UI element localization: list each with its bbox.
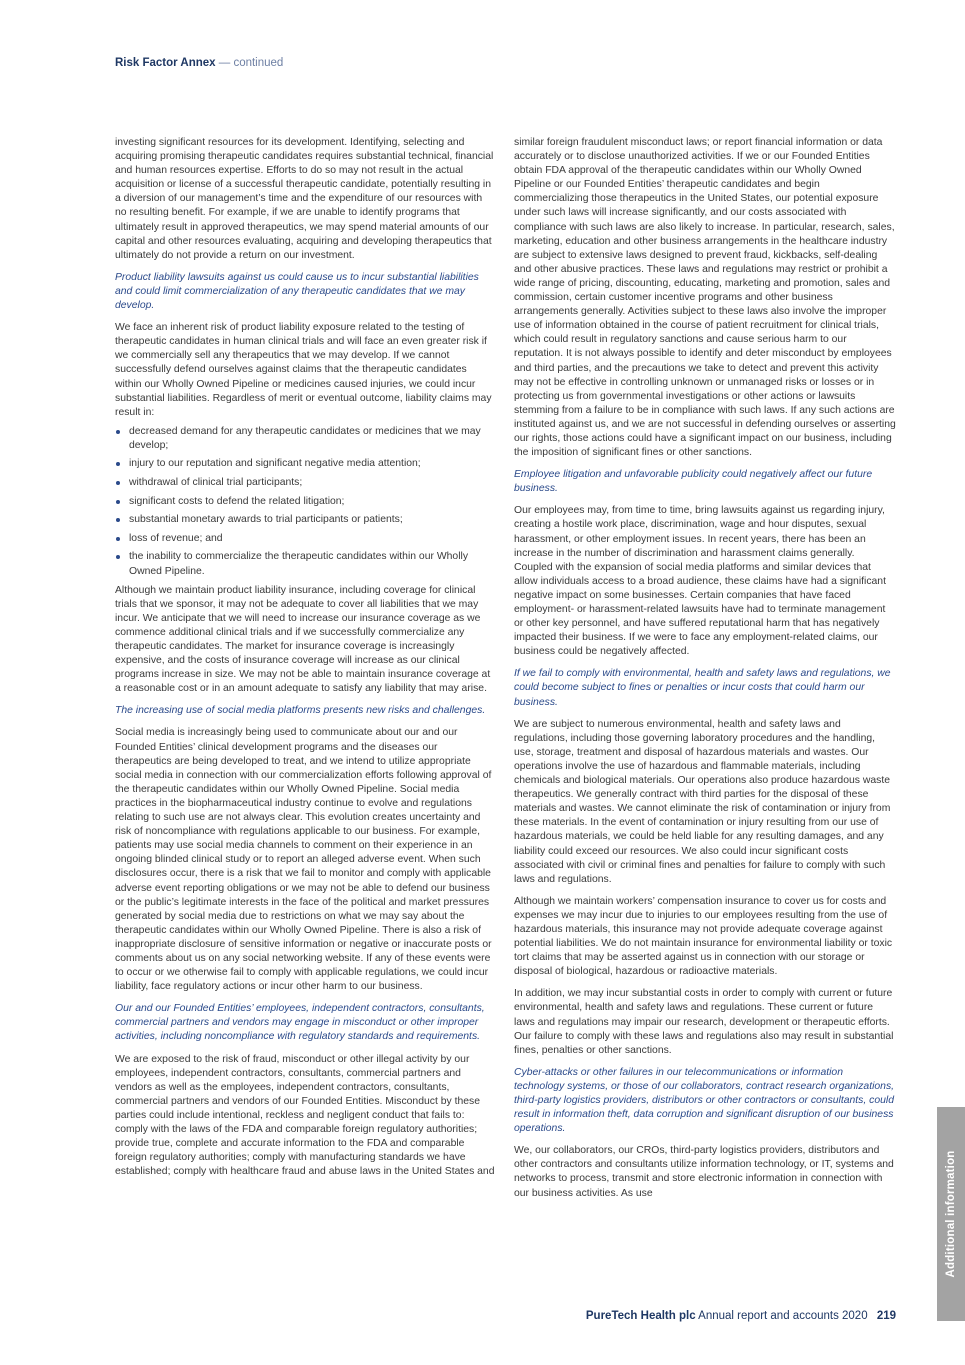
left-column [115, 136, 496, 1187]
page-footer [586, 1310, 896, 1322]
section-side-tab [937, 1107, 965, 1321]
paragraph: In addition, we may incur substantial costs in order to comply with current or future environmental, health and safety laws and regulations. These current or future laws and regulations may impair our research, development or therapeutic efforts. Our failure to comply with these laws and regulations also may result in substantial fines, penalties or other sanctions. [514, 988, 894, 1056]
risk-subheading: The increasing use of social media platforms presents new risks and challenges. [115, 705, 486, 717]
section-title: Risk Factor Annex [115, 57, 216, 69]
paragraph: investing significant resources for its development. Identifying, selecting and acquiring promising therapeutic candidates requires substantial technical, financial and human resources expertise. Efforts to do so may not result in the actual acquisition or license of a successful therapeutic candidate, potentially resulting in a diversion of our management’s time and the expenditure of our resources with no resulting benefit. For example, if we are unable to identify programs that ultimately result in approved therapeutics, we may spend material amounts of our capital and other resources evaluating, acquiring and developing therapeutics that ultimately do not provide a return on our investment. [115, 137, 494, 261]
list-item: loss of revenue; and [115, 532, 496, 546]
report-title: Annual report and accounts 2020 [698, 1310, 868, 1322]
risk-subheading: Our and our Founded Entities’ employees, independent contractors, consultants, commercial partners and vendors may engage in misconduct or other improper activities, including noncompliance with regulatory standards and requirements. [115, 1003, 485, 1043]
paragraph: Social media is increasingly being used to communicate about our and our Founded Entities’ clinical development programs and the diseases our therapeutics are being developed to treat, and we intend to utilize appropriate social media in connection with our commercialization efforts following approval of the therapeutic candidates within our Wholly Owned Pipeline. Social media practices in the biopharmaceutical industry continue to evolve and regulations relating to such use are not always clear. This evolution creates uncertainty and risk of noncompliance with regulations applicable to our business. For example, patients may use social media channels to comment on their experience in an ongoing blinded clinical study or to report an alleged adverse event. When such disclosures occur, there is a risk that we fail to monitor and comply with applicable adverse event reporting obligations or we may not be able to defend our business or the public’s legitimate interests in the face of the political and market pressures generated by social media due to restrictions on what we may say about the therapeutic candidates within our Wholly Owned Pipeline. There is also a risk of inappropriate disclosure of sensitive information or negative or inaccurate posts or comments about us on any social networking website. If any of these events were to occur or we otherwise fail to comply with applicable regulations, we could incur liability, face regulatory actions or incur other harm to our business. [115, 727, 492, 993]
bullet-list [115, 425, 496, 579]
paragraph: We are exposed to the risk of fraud, misconduct or other illegal activity by our employees, independent contractors, consultants, commercial partners and vendors as well as the employees, independent contractors, consultants, commercial partners and vendors of our Founded Entities. Misconduct by these parties could include intentional, reckless and negligent conduct that fails to: comply with the laws of the FDA and comparable foreign regulatory authorities; provide true, complete and accurate information to the FDA and comparable foreign regulatory authorities; comply with manufacturing standards we have established; comply with healthcare fraud and abuse laws in the United States and [115, 1053, 495, 1178]
paragraph: Our employees may, from time to time, bring lawsuits against us regarding injury, creating a hostile work place, discrimination, wage and hour disputes, sexual harassment, or other employment issues. In recent years, there has been an increase in the number of discrimination and harassment claims generally. Coupled with the expansion of social media platforms and similar devices that allow individuals access to a broad audience, these claims have had a significant negative impact on some businesses. Certain companies that have faced employment- or harassment-related lawsuits have had to terminate management or other key personnel, and have suffered reputational harm that has negatively impacted their business. If we were to face any employment-related claims, our business could be negatively affected. [514, 505, 886, 658]
paragraph: Although we maintain workers’ compensation insurance to cover us for costs and expenses we may incur due to injuries to our employees resulting from the use of hazardous materials, this insurance may not provide adequate coverage against potential liabilities. We do not maintain insurance for environmental liability or toxic tort claims that may be asserted against us in connection with our storage or disposal of biological, hazardous or radioactive materials. [514, 895, 893, 978]
list-item: substantial monetary awards to trial participants or patients; [115, 513, 496, 527]
paragraph: We face an inherent risk of product liability exposure related to the testing of therapeutic candidates in human clinical trials and will face an even greater risk if we commercially sell any therapeutics that we may develop. If we cannot successfully defend ourselves against claims that the therapeutic candidates within our Wholly Owned Pipeline or medicines caused injuries, we could incur substantial liabilities. Regardless of merit or eventual outcome, liability claims may result in: [115, 322, 492, 418]
paragraph: similar foreign fraudulent misconduct laws; or report financial information or data accurately or to disclose unauthorized activities. If we or our Founded Entities obtain FDA approval of the therapeutic candidates within our Wholly Owned Pipeline or our Founded Entities’ therapeutic candidates and begin commercializing those therapeutics in the United States, our potential exposure under such laws will increase significantly, and our costs associated with compliance with such laws are also likely to increase. In particular, research, sales, marketing, education and other business arrangements in the healthcare industry are subject to extensive laws designed to prevent fraud, kickbacks, self-dealing and other abusive practices. These laws and regulations may restrict or prohibit a wide range of pricing, discounting, educating, marketing and promotion, sales and commission, certain customer incentive programs and other business arrangements generally. Activities subject to these laws also involve the improper use of information obtained in the course of patient recruitment for clinical trials, which could result in regulatory sanctions and cause serious harm to our reputation. It is not always possible to identify and deter misconduct by employees and third parties, and the precautions we take to detect and prevent this activity may not be effective in controlling unknown or unmanaged risks or losses or in protecting us from governmental investigations or other actions or lawsuits stemming from a failure to be in compliance with such laws. If any such actions are instituted against us, and we are not successful in defending ourselves or asserting our rights, those actions could have a significant impact on our business, including the imposition of significant fines or other sanctions. [514, 137, 896, 459]
running-header [115, 57, 283, 69]
paragraph: We, our collaborators, our CROs, third-party logistics providers, distributors and other contractors and consultants utilize information technology, or IT, systems and networks to process, transmit and store electronic information in connection with our business activities. As use [514, 1145, 894, 1199]
risk-subheading: Cyber-attacks or other failures in our telecommunications or information technology systems, or those of our collaborators, contract research organizations, third-party logistics providers, distributors or other contractors or consultants, could result in information theft, data corruption and significant disruption of our business operations. [514, 1066, 895, 1135]
side-tab-label: Additional information [945, 1150, 957, 1278]
list-item: withdrawal of clinical trial participants; [115, 476, 496, 490]
page-number: 219 [876, 1310, 896, 1322]
continued-label: — continued [218, 57, 284, 69]
list-item: decreased demand for any therapeutic candidates or medicines that we may develop; [115, 425, 496, 453]
list-item: injury to our reputation and significant negative media attention; [115, 457, 496, 471]
risk-subheading: Product liability lawsuits against us could cause us to incur substantial liabilities and could limit commercialization of any therapeutic candidates that we may develop. [115, 271, 479, 312]
risk-subheading: Employee litigation and unfavorable publicity could negatively affect our future business. [514, 469, 873, 495]
paragraph: We are subject to numerous environmental, health and safety laws and regulations, including those governing laboratory procedures and the handling, use, storage, treatment and disposal of hazardous materials and wastes. Our operations involve the use of hazardous and flammable materials, including chemicals and biological materials. Our operations also produce hazardous waste therapeutics. We generally contract with third parties for the disposal of these materials and wastes. We cannot eliminate the risk of contamination or injury from these materials. In the event of contamination or injury resulting from our use of hazardous materials, we could be held liable for any resulting damages, and any liability could exceed our resources. We also could incur significant costs associated with civil or criminal fines and penalties for failure to comply with such laws and regulations. [514, 718, 891, 885]
company-name: PureTech Health plc [585, 1310, 696, 1322]
list-item: significant costs to defend the related litigation; [115, 495, 496, 509]
paragraph: Although we maintain product liability insurance, including coverage for clinical trials that we sponsor, it may not be adequate to cover all liabilities that we may incur. We anticipate that we will need to increase our insurance coverage as we commence additional clinical trials and if we successfully commercialize any therapeutic candidates. The market for insurance coverage is increasingly expensive, and the costs of insurance coverage will increase as our clinical programs increase in size. We may not be able to maintain insurance coverage at a reasonable cost or in an amount adequate to satisfy any liability that may arise. [115, 584, 491, 695]
risk-subheading: If we fail to comply with environmental, health and safety laws and regulations, we could become subject to fines or penalties or incur costs that could harm our business. [514, 668, 891, 708]
right-column [514, 136, 896, 1209]
list-item: the inability to commercialize the therapeutic candidates within our Wholly Owned Pipeline. [115, 550, 496, 578]
